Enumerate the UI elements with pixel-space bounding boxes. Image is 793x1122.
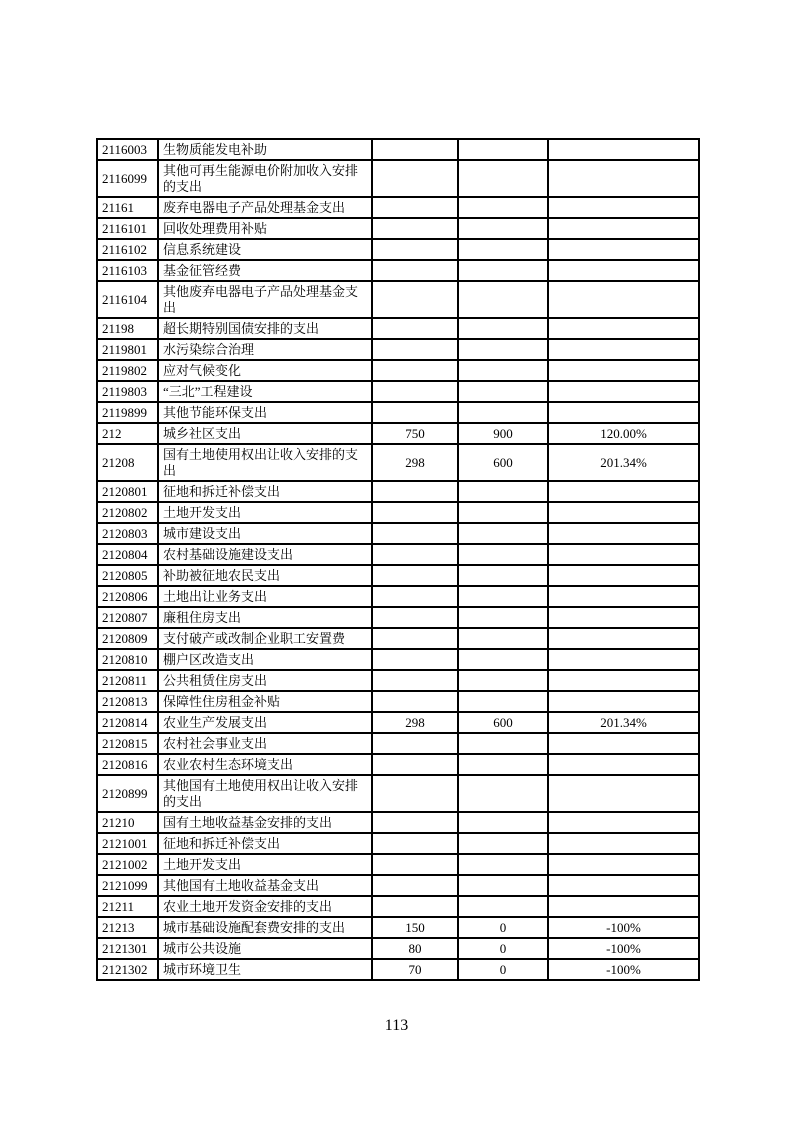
name-cell: 城乡社区支出 [158, 423, 372, 444]
percent-cell: -100% [548, 938, 699, 959]
percent-cell [548, 523, 699, 544]
percent-cell [548, 139, 699, 160]
percent-cell [548, 481, 699, 502]
percent-cell [548, 896, 699, 917]
name-cell: 城市环境卫生 [158, 959, 372, 980]
name-cell: 棚户区改造支出 [158, 649, 372, 670]
name-cell: 征地和拆迁补偿支出 [158, 481, 372, 502]
value2-cell [458, 339, 548, 360]
percent-cell [548, 544, 699, 565]
value2-cell [458, 502, 548, 523]
table-row [97, 318, 699, 339]
value1-cell [372, 854, 458, 875]
value1-cell: 298 [372, 444, 458, 481]
name-cell: 其他可再生能源电价附加收入安排的支出 [158, 160, 372, 197]
value2-cell [458, 523, 548, 544]
table-row [97, 875, 699, 896]
percent-cell [548, 260, 699, 281]
table-row [97, 775, 699, 812]
percent-cell [548, 670, 699, 691]
table-row [97, 607, 699, 628]
table-row [97, 565, 699, 586]
table-row [97, 502, 699, 523]
code-cell: 21208 [97, 444, 158, 481]
code-cell: 2116102 [97, 239, 158, 260]
code-cell: 2116099 [97, 160, 158, 197]
table-row [97, 712, 699, 733]
value2-cell [458, 586, 548, 607]
value1-cell: 150 [372, 917, 458, 938]
table-row [97, 360, 699, 381]
percent-cell [548, 812, 699, 833]
name-cell: 生物质能发电补助 [158, 139, 372, 160]
code-cell: 2121301 [97, 938, 158, 959]
value2-cell [458, 139, 548, 160]
percent-cell [548, 628, 699, 649]
table-row [97, 381, 699, 402]
value1-cell [372, 502, 458, 523]
value1-cell [372, 318, 458, 339]
value2-cell [458, 691, 548, 712]
value2-cell [458, 628, 548, 649]
value2-cell [458, 670, 548, 691]
name-cell: 其他节能环保支出 [158, 402, 372, 423]
code-cell: 2120814 [97, 712, 158, 733]
value1-cell [372, 360, 458, 381]
table-row [97, 197, 699, 218]
value2-cell [458, 402, 548, 423]
code-cell: 2120804 [97, 544, 158, 565]
name-cell: 补助被征地农民支出 [158, 565, 372, 586]
code-cell: 2119801 [97, 339, 158, 360]
name-cell: 国有土地收益基金安排的支出 [158, 812, 372, 833]
value1-cell: 70 [372, 959, 458, 980]
code-cell: 2116003 [97, 139, 158, 160]
value1-cell [372, 544, 458, 565]
code-cell: 21213 [97, 917, 158, 938]
value2-cell [458, 481, 548, 502]
code-cell: 2119803 [97, 381, 158, 402]
percent-cell [548, 754, 699, 775]
percent-cell: 201.34% [548, 444, 699, 481]
name-cell: 农业农村生态环境支出 [158, 754, 372, 775]
value1-cell [372, 775, 458, 812]
name-cell: 城市基础设施配套费安排的支出 [158, 917, 372, 938]
table-row [97, 733, 699, 754]
name-cell: 农村社会事业支出 [158, 733, 372, 754]
code-cell: 2120807 [97, 607, 158, 628]
value2-cell [458, 381, 548, 402]
table-row [97, 754, 699, 775]
table-row [97, 670, 699, 691]
value1-cell [372, 481, 458, 502]
name-cell: 征地和拆迁补偿支出 [158, 833, 372, 854]
code-cell: 212 [97, 423, 158, 444]
value2-cell [458, 607, 548, 628]
percent-cell [548, 775, 699, 812]
value1-cell [372, 281, 458, 318]
value2-cell: 600 [458, 712, 548, 733]
code-cell: 2120811 [97, 670, 158, 691]
percent-cell [548, 691, 699, 712]
code-cell: 2121001 [97, 833, 158, 854]
value2-cell [458, 896, 548, 917]
name-cell: 城市建设支出 [158, 523, 372, 544]
value1-cell [372, 381, 458, 402]
code-cell: 2120816 [97, 754, 158, 775]
code-cell: 2120809 [97, 628, 158, 649]
code-cell: 21161 [97, 197, 158, 218]
percent-cell [548, 218, 699, 239]
name-cell: 农村基础设施建设支出 [158, 544, 372, 565]
value2-cell [458, 812, 548, 833]
value2-cell [458, 854, 548, 875]
code-cell: 2121099 [97, 875, 158, 896]
value1-cell [372, 586, 458, 607]
name-cell: 农业生产发展支出 [158, 712, 372, 733]
name-cell: 国有土地使用权出让收入安排的支出 [158, 444, 372, 481]
name-cell: 土地开发支出 [158, 854, 372, 875]
table-row [97, 649, 699, 670]
name-cell: 超长期特别国债安排的支出 [158, 318, 372, 339]
code-cell: 2120813 [97, 691, 158, 712]
budget-table-body [97, 139, 699, 980]
value1-cell [372, 139, 458, 160]
code-cell: 21210 [97, 812, 158, 833]
name-cell: 城市公共设施 [158, 938, 372, 959]
table-row [97, 239, 699, 260]
value1-cell [372, 733, 458, 754]
value2-cell [458, 875, 548, 896]
value1-cell: 80 [372, 938, 458, 959]
table-row [97, 586, 699, 607]
value1-cell [372, 218, 458, 239]
percent-cell [548, 318, 699, 339]
value2-cell: 0 [458, 917, 548, 938]
table-row [97, 523, 699, 544]
name-cell: 廉租住房支出 [158, 607, 372, 628]
percent-cell: 120.00% [548, 423, 699, 444]
name-cell: 回收处理费用补贴 [158, 218, 372, 239]
page-number: 113 [384, 1017, 409, 1034]
table-row [97, 544, 699, 565]
code-cell: 2116103 [97, 260, 158, 281]
name-cell: 基金征管经费 [158, 260, 372, 281]
name-cell: 土地开发支出 [158, 502, 372, 523]
value2-cell [458, 318, 548, 339]
name-cell: 土地出让业务支出 [158, 586, 372, 607]
table-row [97, 339, 699, 360]
code-cell: 2116101 [97, 218, 158, 239]
percent-cell [548, 339, 699, 360]
code-cell: 2119899 [97, 402, 158, 423]
code-cell: 2120802 [97, 502, 158, 523]
value2-cell [458, 239, 548, 260]
table-row [97, 281, 699, 318]
table-row [97, 691, 699, 712]
table-row [97, 260, 699, 281]
value1-cell: 750 [372, 423, 458, 444]
percent-cell [548, 875, 699, 896]
code-cell: 21211 [97, 896, 158, 917]
value1-cell [372, 875, 458, 896]
value2-cell [458, 544, 548, 565]
name-cell: 其他废弃电器电子产品处理基金支出 [158, 281, 372, 318]
code-cell: 21198 [97, 318, 158, 339]
name-cell: 废弃电器电子产品处理基金支出 [158, 197, 372, 218]
table-row [97, 896, 699, 917]
table-row [97, 959, 699, 980]
percent-cell [548, 502, 699, 523]
value1-cell [372, 260, 458, 281]
code-cell: 2119802 [97, 360, 158, 381]
percent-cell [548, 833, 699, 854]
percent-cell [548, 239, 699, 260]
name-cell: “三北”工程建设 [158, 381, 372, 402]
percent-cell: 201.34% [548, 712, 699, 733]
code-cell: 2120899 [97, 775, 158, 812]
value1-cell [372, 523, 458, 544]
code-cell: 2121302 [97, 959, 158, 980]
table-row [97, 628, 699, 649]
code-cell: 2120806 [97, 586, 158, 607]
table-row [97, 481, 699, 502]
percent-cell [548, 197, 699, 218]
budget-table [96, 138, 700, 981]
name-cell: 农业土地开发资金安排的支出 [158, 896, 372, 917]
value2-cell [458, 733, 548, 754]
table-row [97, 139, 699, 160]
value1-cell [372, 896, 458, 917]
name-cell: 其他国有土地收益基金支出 [158, 875, 372, 896]
name-cell: 保障性住房租金补贴 [158, 691, 372, 712]
code-cell: 2120805 [97, 565, 158, 586]
percent-cell [548, 586, 699, 607]
value2-cell [458, 260, 548, 281]
value2-cell [458, 160, 548, 197]
percent-cell [548, 281, 699, 318]
percent-cell [548, 160, 699, 197]
percent-cell [548, 360, 699, 381]
value1-cell [372, 649, 458, 670]
table-row [97, 917, 699, 938]
value2-cell [458, 649, 548, 670]
name-cell: 公共租赁住房支出 [158, 670, 372, 691]
name-cell: 支付破产或改制企业职工安置费 [158, 628, 372, 649]
table-row [97, 938, 699, 959]
percent-cell [548, 565, 699, 586]
value1-cell [372, 197, 458, 218]
table-row [97, 833, 699, 854]
percent-cell [548, 402, 699, 423]
value1-cell [372, 628, 458, 649]
percent-cell [548, 381, 699, 402]
value1-cell [372, 565, 458, 586]
value2-cell [458, 197, 548, 218]
value2-cell: 600 [458, 444, 548, 481]
value2-cell [458, 833, 548, 854]
value2-cell: 900 [458, 423, 548, 444]
value1-cell [372, 160, 458, 197]
code-cell: 2121002 [97, 854, 158, 875]
value2-cell [458, 360, 548, 381]
value2-cell: 0 [458, 959, 548, 980]
value2-cell [458, 281, 548, 318]
value2-cell: 0 [458, 938, 548, 959]
percent-cell [548, 854, 699, 875]
value1-cell [372, 607, 458, 628]
code-cell: 2120801 [97, 481, 158, 502]
value1-cell [372, 812, 458, 833]
value2-cell [458, 775, 548, 812]
name-cell: 水污染综合治理 [158, 339, 372, 360]
value1-cell [372, 670, 458, 691]
value2-cell [458, 218, 548, 239]
percent-cell [548, 733, 699, 754]
code-cell: 2120815 [97, 733, 158, 754]
code-cell: 2116104 [97, 281, 158, 318]
name-cell: 其他国有土地使用权出让收入安排的支出 [158, 775, 372, 812]
name-cell: 信息系统建设 [158, 239, 372, 260]
table-row [97, 444, 699, 481]
table-row [97, 402, 699, 423]
value1-cell [372, 754, 458, 775]
value1-cell [372, 339, 458, 360]
code-cell: 2120803 [97, 523, 158, 544]
percent-cell: -100% [548, 917, 699, 938]
value1-cell [372, 833, 458, 854]
value1-cell: 298 [372, 712, 458, 733]
value1-cell [372, 402, 458, 423]
code-cell: 2120810 [97, 649, 158, 670]
value1-cell [372, 691, 458, 712]
table-row [97, 854, 699, 875]
table-row [97, 812, 699, 833]
value2-cell [458, 565, 548, 586]
percent-cell: -100% [548, 959, 699, 980]
percent-cell [548, 649, 699, 670]
value1-cell [372, 239, 458, 260]
percent-cell [548, 607, 699, 628]
value2-cell [458, 754, 548, 775]
table-row [97, 160, 699, 197]
table-row [97, 423, 699, 444]
table-row [97, 218, 699, 239]
name-cell: 应对气候变化 [158, 360, 372, 381]
